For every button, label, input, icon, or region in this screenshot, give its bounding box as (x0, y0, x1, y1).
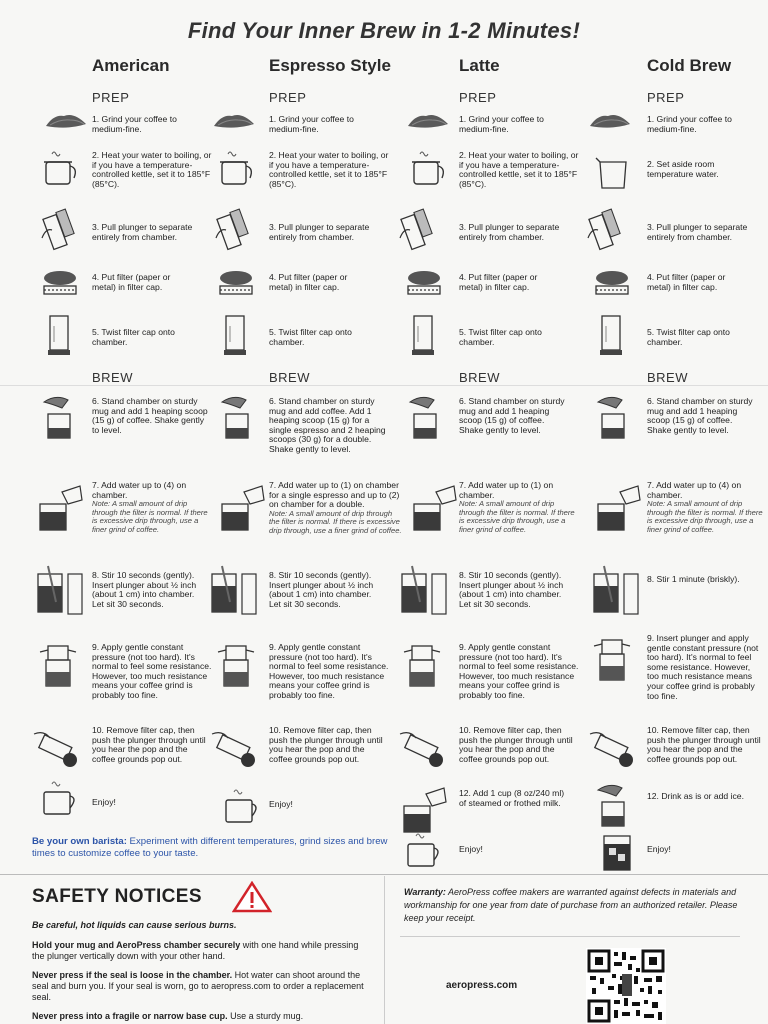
step-espresso-enjoy: Enjoy! (269, 799, 293, 809)
scoop-icon (44, 397, 70, 438)
step-american-4: 4. Put filter (paper or metal) in filter cap. (92, 272, 171, 292)
step-latte-2: 2. Heat your water to boiling, or if you have a temperature-controlled kettle, set it to 185°F (85°C). (459, 150, 579, 189)
kettle-icon (220, 152, 251, 184)
press-icon (594, 640, 630, 680)
safety-cup: Never press into a fragile or narrow base cup. Use a sturdy mug. (32, 1011, 304, 1021)
step-american-8: 8. Stir 10 seconds (gently). Insert plunger about ½ inch (about 1 cm) into chamber. Let sit 30 seconds. (92, 570, 197, 609)
step-espresso-6: 6. Stand chamber on sturdy mug and add coffee. Add 1 heaping scoop (15 g) for a single espresso and 2 heaping scoops (30 g) for a double. Shake gently to level. (269, 396, 386, 454)
iced-glass-icon (604, 836, 630, 870)
chamber-icon (600, 316, 622, 355)
safety-seal: Never press if the seal is loose in the chamber. Hot water can shoot around the seal and burn you. If your seal is worn, go to aeropress.com to order a replacement seal. (32, 970, 364, 1002)
column-header-american: American (92, 56, 170, 75)
coffee-grounds-icon (46, 115, 86, 128)
step-latte-4: 4. Put filter (paper or metal) in filter cap. (459, 272, 538, 292)
scoop-icon (410, 397, 436, 438)
chamber-icon (224, 316, 246, 355)
pour-water-icon (598, 486, 640, 530)
brew-label: BREW (269, 370, 310, 385)
scoop-icon (222, 397, 248, 438)
filter-cap-icon (220, 271, 252, 294)
step-cold-enjoy: Enjoy! (647, 844, 671, 854)
warranty-divider (400, 936, 740, 937)
step-espresso-4: 4. Put filter (paper or metal) in filter cap. (269, 272, 348, 292)
filter-cap-icon (44, 271, 76, 294)
column-header-espresso: Espresso Style (269, 56, 391, 75)
step-espresso-2: 2. Heat your water to boiling, or if you have a temperature-controlled kettle, set it to 185°F (85°C). (269, 150, 389, 189)
filter-cap-icon (596, 271, 628, 294)
eject-icon (212, 733, 255, 767)
stir-icon (212, 566, 256, 614)
stir-icon (38, 566, 82, 614)
warning-icon (232, 881, 272, 913)
step-latte-enjoy: Enjoy! (459, 844, 483, 854)
step-espresso-9: 9. Apply gentle constant pressure (not too hard). It's normal to feel some resistance. However, too much resistance means your coffee grind is probably too fine. (269, 642, 389, 700)
step-cold-1: 1. Grind your coffee to medium-fine. (647, 114, 732, 134)
plunger-pull-icon (588, 209, 620, 249)
website-link[interactable]: aeropress.com (446, 980, 518, 991)
coffee-grounds-icon (590, 115, 630, 128)
kettle-icon (44, 152, 75, 184)
brew-label: BREW (92, 370, 133, 385)
step-latte-1: 1. Grind your coffee to medium-fine. (459, 114, 544, 134)
mug-icon (408, 834, 438, 866)
prep-label: PREP (459, 90, 497, 105)
plunger-pull-icon (400, 209, 432, 249)
press-icon (40, 646, 76, 686)
pour-water-icon (40, 486, 82, 530)
step-american-enjoy: Enjoy! (92, 797, 116, 807)
step-espresso-10: 10. Remove filter cap, then push the plunger through until you hear the pop and the coffee grounds pop out. (269, 725, 383, 764)
safety-hold-mug: Hold your mug and AeroPress chamber securely with one hand while pressing the plunger vertically down with your other hand. (32, 940, 359, 961)
step-latte-6: 6. Stand chamber on sturdy mug and add 1 heaping scoop (15 g) of coffee. Shake gently to level. (459, 396, 565, 435)
qr-code[interactable] (586, 948, 666, 1024)
step-latte-10: 10. Remove filter cap, then push the plunger through until you hear the pop and the coffee grounds pop out. (459, 725, 573, 764)
pour-water-icon (222, 486, 264, 530)
pitcher-icon (596, 158, 626, 188)
step-american-7: 7. Add water up to (4) on chamber. Note: A small amount of drip through the filter is normal. If there is excessive drip through, use a finer grind of coffee. (92, 480, 208, 534)
kettle-icon (412, 152, 443, 184)
footer-vertical-divider (384, 876, 385, 1024)
mug-icon (226, 790, 256, 822)
step-cold-9: 9. Insert plunger and apply gentle constant pressure (not too hard). It's normal to feel some resistance. However, too much resistance means your coffee grind is probably too fine. (647, 633, 759, 701)
step-espresso-7: 7. Add water up to (1) on chamber for a single espresso and up to (2) on chamber for a double. Note: A small amount of drip through the filter is normal. If there is excessive drip through, use a finer grind of coffee. (269, 480, 402, 535)
step-american-10: 10. Remove filter cap, then push the plunger through until you hear the pop and the coffee grounds pop out. (92, 725, 206, 764)
step-latte-5: 5. Twist filter cap onto chamber. (459, 327, 542, 347)
step-american-3: 3. Pull plunger to separate entirely from chamber. (92, 222, 193, 242)
step-latte-3: 3. Pull plunger to separate entirely from chamber. (459, 222, 560, 242)
step-american-5: 5. Twist filter cap onto chamber. (92, 327, 175, 347)
stir-icon (594, 566, 638, 614)
step-latte-7: 7. Add water up to (1) on chamber. Note: A small amount of drip through the filter is normal. If there is excessive drip through, use a finer grind of coffee. (459, 480, 575, 534)
step-latte-8: 8. Stir 10 seconds (gently). Insert plunger about ½ inch (about 1 cm) into chamber. Let sit 30 seconds. (459, 570, 564, 609)
safety-burn-warning: Be careful, hot liquids can cause serious burns. (32, 920, 237, 930)
press-icon (218, 646, 254, 686)
step-cold-4: 4. Put filter (paper or metal) in filter cap. (647, 272, 726, 292)
step-cold-12: 12. Drink as is or add ice. (647, 791, 744, 801)
step-american-6: 6. Stand chamber on sturdy mug and add 1 heaping scoop (15 g) of coffee. Shake gently to level. (92, 396, 208, 435)
step-cold-8: 8. Stir 1 minute (briskly). (647, 574, 740, 584)
step-cold-3: 3. Pull plunger to separate entirely from chamber. (647, 222, 748, 242)
scoop-icon (598, 397, 624, 438)
column-header-cold-brew: Cold Brew (647, 56, 732, 75)
plunger-pull-icon (42, 209, 74, 249)
plunger-pull-icon (216, 209, 248, 249)
milk-pour-icon (404, 788, 446, 832)
brew-label: BREW (647, 370, 688, 385)
step-cold-10: 10. Remove filter cap, then push the plunger through until you hear the pop and the coffee grounds pop out. (647, 725, 761, 764)
mug-icon (44, 782, 74, 814)
footer-divider (0, 874, 768, 875)
page-title: Find Your Inner Brew in 1-2 Minutes! (187, 18, 581, 43)
prep-label: PREP (92, 90, 130, 105)
press-icon (404, 646, 440, 686)
coffee-grounds-icon (408, 115, 448, 128)
chamber-icon (412, 316, 434, 355)
prep-label: PREP (269, 90, 307, 105)
coffee-grounds-icon (214, 115, 254, 128)
safety-title: SAFETY NOTICES (32, 886, 202, 907)
step-latte-9: 9. Apply gentle constant pressure (not too hard). It's normal to feel some resistance. However, too much resistance means your coffee grind is probably too fine. (459, 642, 579, 700)
step-espresso-3: 3. Pull plunger to separate entirely from chamber. (269, 222, 370, 242)
step-cold-5: 5. Twist filter cap onto chamber. (647, 327, 730, 347)
warranty-text: Warranty: AeroPress coffee makers are warranted against defects in materials and workmanship for one year from date of purchase from an authorized retailer. Please keep your receipt. (404, 887, 738, 923)
eject-icon (590, 733, 633, 767)
column-header-latte: Latte (459, 56, 500, 75)
step-cold-6: 6. Stand chamber on sturdy mug and add 1 heaping scoop (15 g) of coffee. Shake gently to level. (647, 396, 753, 435)
step-american-1: 1. Grind your coffee to medium-fine. (92, 114, 177, 134)
step-cold-7: 7. Add water up to (4) on chamber. Note: A small amount of drip through the filter is normal. If there is excessive drip through, use a finer grind of coffee. (647, 480, 763, 534)
stir-icon (402, 566, 446, 614)
step-american-9: 9. Apply gentle constant pressure (not too hard). It's normal to feel some resistance. However, too much resistance means your coffee grind is probably too fine. (92, 642, 212, 700)
step-latte-12: 12. Add 1 cup (8 oz/240 ml) of steamed or frothed milk. (459, 788, 565, 808)
prep-label: PREP (647, 90, 685, 105)
step-cold-2: 2. Set aside room temperature water. (647, 159, 719, 179)
pour-water-icon (414, 486, 456, 530)
step-espresso-1: 1. Grind your coffee to medium-fine. (269, 114, 354, 134)
eject-icon (400, 733, 443, 767)
filter-cap-icon (408, 271, 440, 294)
barista-tip: Be your own barista: Experiment with different temperatures, grind sizes and brew times to customize coffee to your taste. (32, 836, 388, 859)
step-american-2: 2. Heat your water to boiling, or if you have a temperature-controlled kettle, set it to 185°F (85°C). (92, 150, 212, 189)
step-espresso-5: 5. Twist filter cap onto chamber. (269, 327, 352, 347)
step-espresso-8: 8. Stir 10 seconds (gently). Insert plunger about ½ inch (about 1 cm) into chamber. Let sit 30 seconds. (269, 570, 374, 609)
eject-icon (34, 733, 77, 767)
brew-label: BREW (459, 370, 500, 385)
chamber-icon (48, 316, 70, 355)
ice-scoop-icon (598, 785, 624, 826)
